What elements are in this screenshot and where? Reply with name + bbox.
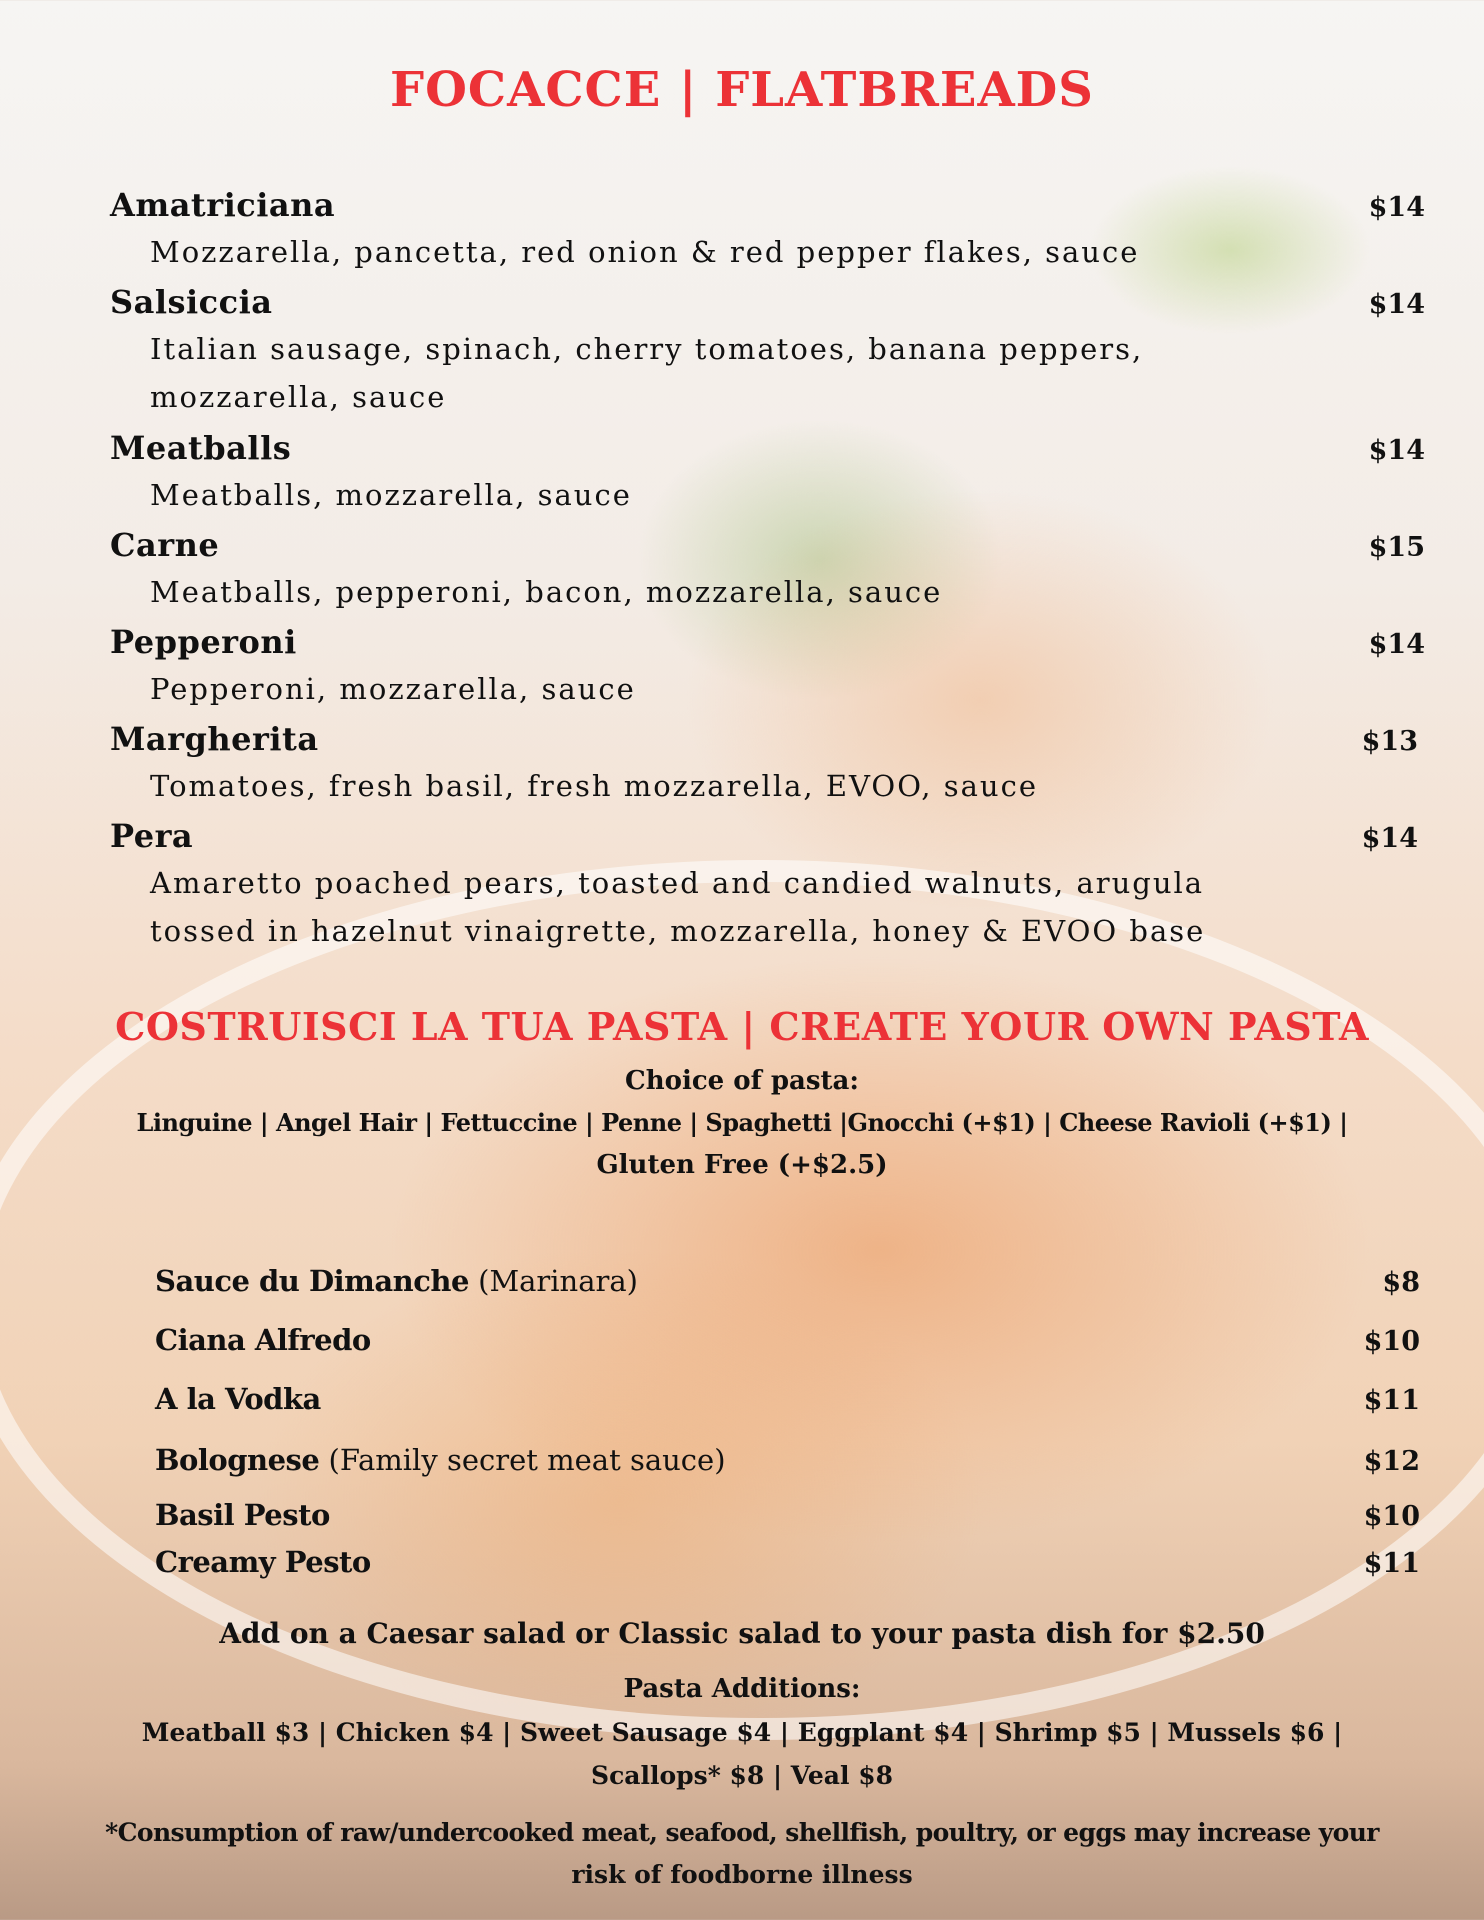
pasta-additions-line-2: Scallops* $8 | Veal $8	[591, 1761, 893, 1790]
sauce-row	[155, 1382, 1420, 1416]
focacce-section-title: FOCACCE | FLATBREADS	[390, 62, 1094, 118]
item-name: Meatballs	[110, 429, 292, 467]
sauce-row	[155, 1323, 1420, 1357]
item-description: Meatballs, pepperoni, bacon, mozzarella, sauce	[150, 575, 943, 609]
item-name: Pera	[110, 817, 194, 855]
item-price: $14	[1368, 289, 1425, 320]
sauce-row	[155, 1443, 1420, 1477]
item-price: $13	[1361, 726, 1418, 757]
menu-item-amatriciana	[110, 186, 1425, 276]
item-description: Meatballs, mozzarella, sauce	[150, 478, 632, 512]
sauce-name: A la Vodka	[155, 1382, 321, 1416]
item-description: Pepperoni, mozzarella, sauce	[150, 672, 636, 706]
sauce-name: Basil Pesto	[155, 1498, 330, 1532]
pasta-additions-line-1: Meatball $3 | Chicken $4 | Sweet Sausage $4 | Eggplant $4 | Shrimp $5 | Mussels $6 |	[141, 1718, 1343, 1747]
item-price: $15	[1368, 532, 1425, 563]
salad-addon-note: Add on a Caesar salad or Classic salad to your pasta dish for $2.50	[219, 1617, 1265, 1650]
item-price: $14	[1368, 629, 1425, 660]
item-name: Amatriciana	[110, 186, 336, 224]
sauce-price: $11	[1363, 1385, 1420, 1416]
item-name: Carne	[110, 526, 220, 564]
background-plate-image	[0, 860, 1484, 1740]
item-description: Amaretto poached pears, toasted and candied walnuts, arugula	[150, 866, 1205, 900]
sauce-row	[155, 1264, 1420, 1298]
item-description: mozzarella, sauce	[150, 380, 447, 414]
item-name: Margherita	[110, 720, 319, 758]
menu-item-meatballs	[110, 429, 1425, 519]
menu-item-margherita	[110, 720, 1418, 810]
pasta-choice-label: Choice of pasta:	[625, 1066, 859, 1096]
sauce-name: Ciana Alfredo	[155, 1323, 371, 1357]
item-name: Salsiccia	[110, 283, 273, 321]
sauce-row	[155, 1545, 1420, 1579]
pasta-section-title: COSTRUISCI LA TUA PASTA | CREATE YOUR OWN PASTA	[115, 1004, 1369, 1049]
item-name: Pepperoni	[110, 623, 297, 661]
foodborne-disclaimer-line-1: *Consumption of raw/undercooked meat, seafood, shellfish, poultry, or eggs may increase your	[105, 1818, 1379, 1847]
sauce-name: Creamy Pesto	[155, 1545, 371, 1579]
menu-item-salsiccia	[110, 283, 1425, 421]
item-description: tossed in hazelnut vinaigrette, mozzarella, honey & EVOO base	[150, 914, 1206, 948]
item-price: $14	[1361, 823, 1418, 854]
item-description: Mozzarella, pancetta, red onion & red pepper flakes, sauce	[150, 235, 1140, 269]
foodborne-disclaimer-line-2: risk of foodborne illness	[571, 1860, 913, 1889]
menu-item-pera	[110, 817, 1418, 955]
menu-item-pepperoni	[110, 623, 1425, 713]
sauce-price: $8	[1382, 1267, 1420, 1298]
pasta-choices-line-1: Linguine | Angel Hair | Fettuccine | Penne | Spaghetti |Gnocchi (+$1) | Cheese Ravioli (+$1) |	[136, 1108, 1348, 1137]
item-price: $14	[1368, 435, 1425, 466]
pasta-additions-label: Pasta Additions:	[623, 1674, 861, 1704]
sauce-note: (Family secret meat sauce)	[319, 1443, 726, 1477]
sauce-row	[155, 1498, 1420, 1532]
pasta-choices-line-2: Gluten Free (+$2.5)	[596, 1150, 888, 1180]
sauce-price: $10	[1363, 1501, 1420, 1532]
item-description: Tomatoes, fresh basil, fresh mozzarella, EVOO, sauce	[150, 769, 1038, 803]
item-price: $14	[1368, 192, 1425, 223]
sauce-price: $11	[1363, 1548, 1420, 1579]
sauce-price: $12	[1363, 1446, 1420, 1477]
sauce-note: (Marinara)	[468, 1264, 638, 1298]
sauce-name: Sauce du Dimanche	[155, 1264, 469, 1298]
sauce-price: $10	[1363, 1326, 1420, 1357]
item-description: Italian sausage, spinach, cherry tomatoes, banana peppers,	[150, 332, 1144, 366]
sauce-name: Bolognese	[155, 1443, 320, 1477]
menu-item-carne	[110, 526, 1425, 616]
